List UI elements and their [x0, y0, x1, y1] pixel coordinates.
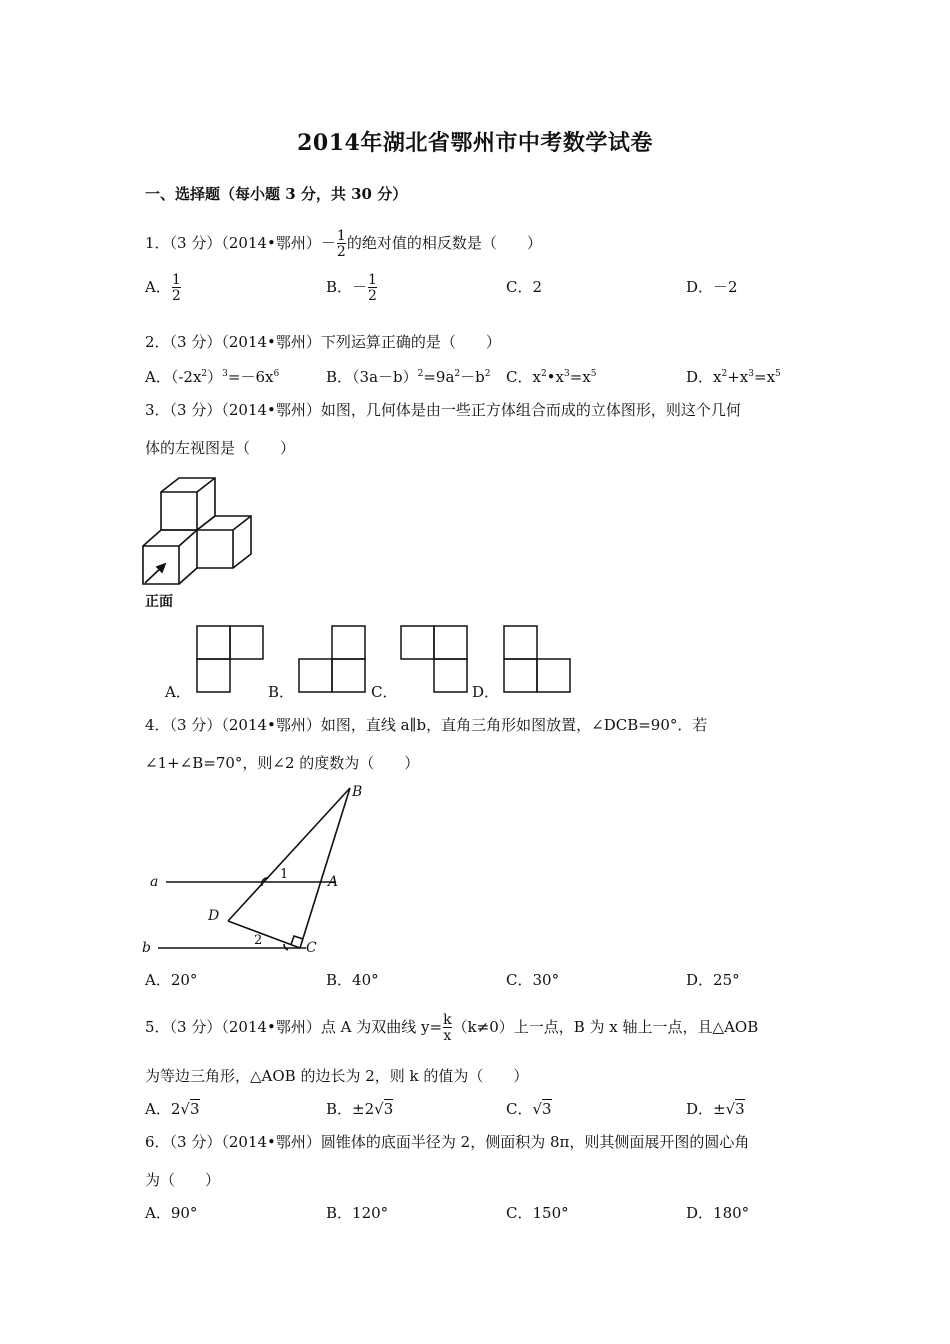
q5-option-c: C．√3 — [506, 1100, 552, 1118]
q4-angle-1-label: 1 — [280, 867, 289, 882]
q6-option-c: C．150° — [506, 1204, 569, 1222]
q3-option-d-view — [503, 625, 573, 695]
q4-option-b: B．40° — [326, 971, 379, 989]
q1-option-c: C．2 — [506, 278, 543, 296]
q5-option-a: A．2√3 — [145, 1100, 200, 1118]
question-6-line-1: 6．（3 分）（2014•鄂州）圆锥体的底面半径为 2，侧面积为 8π，则其侧面展开图的圆心角 — [145, 1133, 750, 1151]
q4-point-b-label: B — [352, 784, 363, 800]
q4-figure — [138, 780, 378, 960]
q5-fraction: $\frac{k}{x}$ — [443, 1012, 452, 1044]
q4-option-d: D．25° — [686, 971, 740, 989]
q1-option-a: A． $\frac{1}{2}$ — [145, 272, 181, 304]
q4-point-d-label: D — [208, 908, 220, 924]
q4-option-a: A．20° — [145, 971, 198, 989]
q1-stem: 的绝对值的相反数是（ ） — [346, 234, 542, 252]
section-heading: 一、选择题（每小题 3 分，共 30 分） — [145, 185, 408, 203]
q3-front-label: 正面 — [145, 594, 173, 610]
q1-option-b: B．－ $\frac{1}{2}$ — [326, 272, 377, 304]
q4-line-b-label: b — [142, 940, 151, 956]
question-3-line-2: 体的左视图是（ ） — [145, 439, 296, 457]
q3-option-c-label: C． — [371, 683, 398, 701]
q4-option-c: C．30° — [506, 971, 560, 989]
page-title: 2014年湖北省鄂州市中考数学试卷 — [297, 130, 653, 156]
question-2: 2．（3 分）（2014•鄂州）下列运算正确的是（ ） — [145, 333, 501, 351]
q2-option-b: B．$(3a-b)^2=9a^2-b^2$ — [326, 368, 491, 386]
q3-option-c-view — [400, 625, 470, 695]
question-5-line-1: 5．（3 分）（2014•鄂州）点 A 为双曲线 y= $\frac{k}{x}$ （k≠0）上一点，B 为 x 轴上一点，且△AOB — [145, 1012, 759, 1044]
q6-option-d: D．180° — [686, 1204, 750, 1222]
q3-option-d-label: D． — [472, 683, 500, 701]
question-5-line-2: 为等边三角形，△AOB 的边长为 2，则 k 的值为（ ） — [145, 1067, 529, 1085]
q4-angle-2-label: 2 — [254, 933, 263, 948]
sqrt-icon: √ — [725, 1100, 736, 1118]
q1-number: 1．（3 分）（2014•鄂州） — [145, 234, 321, 252]
question-1 — [145, 229, 542, 259]
sqrt-icon: √ — [374, 1100, 384, 1118]
q6-option-a: A．90° — [145, 1204, 198, 1222]
question-3-line-1: 3．（3 分）（2014•鄂州）如图，几何体是由一些正方体组合而成的立体图形，则这个几何 — [145, 401, 741, 419]
q2-option-a: A．$(-2x^2)^3=-6x^6$ — [145, 368, 280, 386]
q1-fraction: $\frac{1}{2}$ — [336, 228, 346, 260]
q2-option-c: C．$x^2•x^3=x^5$ — [506, 368, 597, 386]
q5-option-d: D．±√3 — [686, 1100, 745, 1118]
q1-minus: － — [320, 234, 336, 252]
q1-option-d: D．－2 — [686, 278, 738, 296]
question-4-line-1: 4．（3 分）（2014•鄂州）如图，直线 a∥b，直角三角形如图放置，∠DCB=90°．若 — [145, 716, 708, 734]
q2-option-d: D．$x^2+x^3=x^5$ — [686, 368, 781, 386]
q3-solid-figure — [135, 470, 265, 615]
sqrt-icon: √ — [532, 1100, 543, 1118]
q4-line-a-label: a — [150, 874, 159, 890]
q3-option-b-label: B． — [268, 683, 295, 701]
q4-point-c-label: C — [306, 940, 317, 956]
q5-option-b: B．±2√3 — [326, 1100, 394, 1118]
sqrt-icon: √ — [180, 1100, 190, 1118]
q3-option-b-view — [298, 625, 368, 695]
q6-option-b: B．120° — [326, 1204, 389, 1222]
q4-point-a-label: A — [328, 874, 339, 890]
q3-option-a-view — [196, 625, 266, 695]
q3-option-a-label: A． — [165, 683, 191, 701]
question-4-line-2: ∠1+∠B=70°，则∠2 的度数为（ ） — [145, 754, 420, 772]
question-6-line-2: 为（ ） — [145, 1171, 221, 1189]
